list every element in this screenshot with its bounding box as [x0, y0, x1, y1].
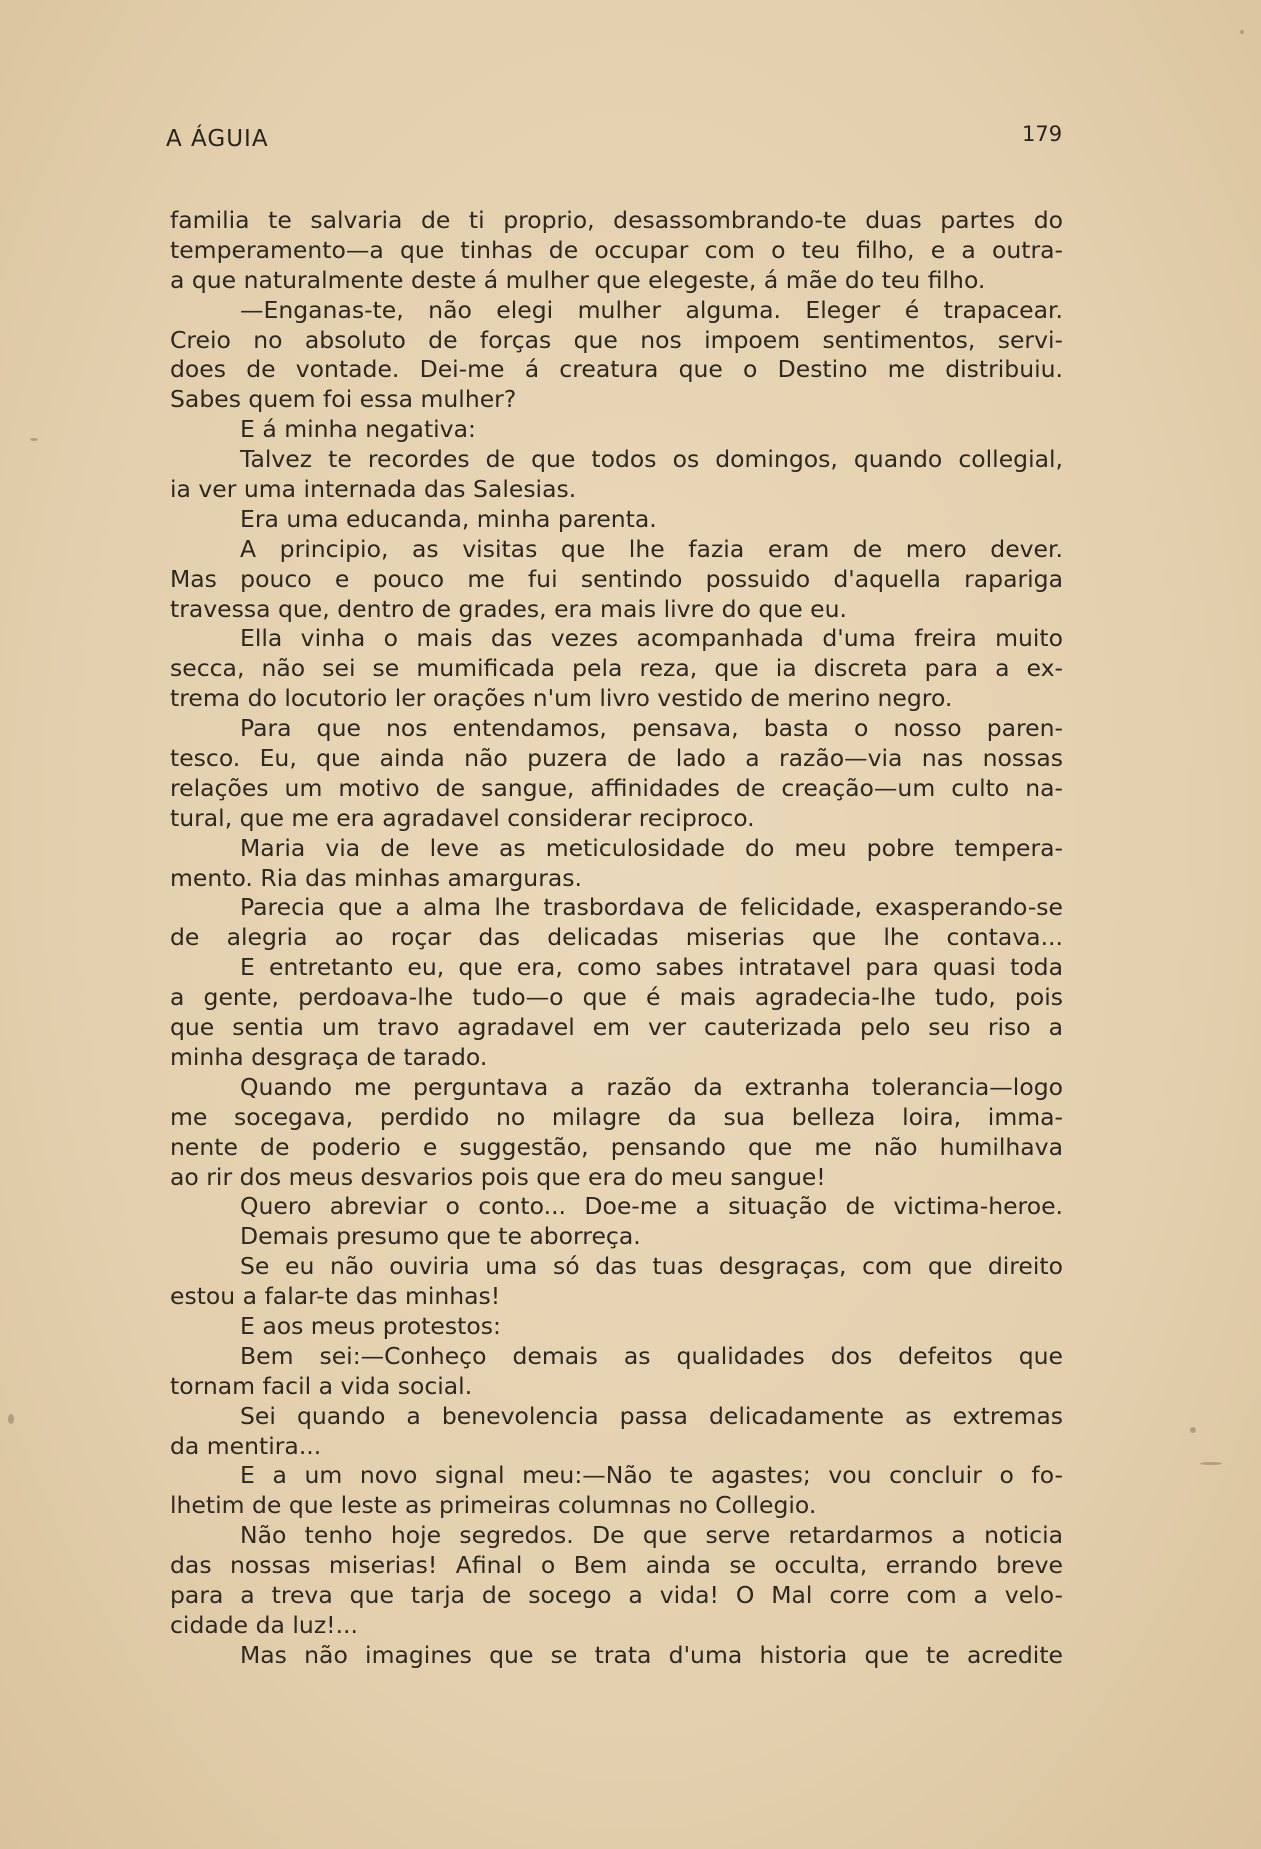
text-line: cidade da luz!...	[170, 1610, 358, 1639]
text-line: que sentia um travo agradavel em ver cauterizada pelo seu riso a	[170, 1013, 1063, 1042]
text-line: Se eu não ouviria uma só das tuas desgraças, com que direito	[240, 1252, 1063, 1281]
text-line: E aos meus protestos:	[240, 1311, 501, 1340]
text-line: da mentira...	[170, 1431, 322, 1460]
text-line: E entretanto eu, que era, como sabes intratavel para quasi toda	[240, 953, 1063, 982]
text-line: Não tenho hoje segredos. De que serve retardarmos a noticia	[240, 1521, 1063, 1550]
running-head: A ÁGUIA	[166, 126, 269, 152]
text-line: secca, não sei se mumificada pela reza, que ia discreta para a ex-	[170, 654, 1063, 683]
text-line: Quero abreviar o conto... Doe-me a situação de victima-heroe.	[240, 1192, 1063, 1221]
text-line: tornam facil a vida social.	[170, 1371, 473, 1400]
text-line: familia te salvaria de ti proprio, desassombrando-te duas partes do	[170, 206, 1063, 234]
text-line: A principio, as visitas que lhe fazia eram de mero dever.	[240, 534, 1063, 563]
text-line: para a treva que tarja de socego a vida! O Mal corre com a velo-	[170, 1580, 1063, 1609]
text-line: Sei quando a benevolencia passa delicadamente as extremas	[240, 1401, 1063, 1430]
paper-speck	[1190, 1427, 1196, 1433]
text-line: Demais presumo que te aborreça.	[240, 1222, 641, 1251]
paper-speck	[8, 1414, 14, 1424]
text-line: travessa que, dentro de grades, era mais livre do que eu.	[170, 594, 847, 623]
text-line: Bem sei:—Conheço demais as qualidades dos defeitos que	[240, 1341, 1063, 1370]
text-line: Talvez te recordes de que todos os domingos, quando collegial,	[240, 445, 1063, 474]
text-line: Para que nos entendamos, pensava, basta o nosso paren-	[240, 714, 1063, 743]
text-line: relações um motivo de sangue, affinidades de creação—um culto na-	[170, 773, 1063, 802]
text-line: Maria via de leve as meticulosidade do meu pobre tempera-	[240, 833, 1063, 862]
text-line: tesco. Eu, que ainda não puzera de lado a razão—via nas nossas	[170, 744, 1063, 773]
text-line: nente de poderio e suggestão, pensando que me não humilhava	[170, 1132, 1063, 1161]
text-line: Mas pouco e pouco me fui sentindo possuido d'aquella rapariga	[170, 564, 1063, 593]
text-line: E á minha negativa:	[240, 415, 476, 444]
text-line: trema do locutorio ler orações n'um livro vestido de merino negro.	[170, 684, 953, 713]
text-line: Sabes quem foi essa mulher?	[170, 385, 517, 414]
text-line: de alegria ao roçar das delicadas miserias que lhe contava...	[170, 923, 1063, 952]
text-line: ia ver uma internada das Salesias.	[170, 475, 577, 504]
text-line: mento. Ria das minhas amarguras.	[170, 863, 582, 892]
text-line: does de vontade. Dei-me á creatura que o Destino me distribuiu.	[170, 355, 1063, 384]
text-line: Parecia que a alma lhe trasbordava de felicidade, exasperando-se	[240, 893, 1063, 922]
text-line: Quando me perguntava a razão da extranha tolerancia—logo	[240, 1072, 1063, 1101]
paper-speck	[30, 438, 38, 441]
body-text	[170, 206, 1063, 1671]
text-line: Creio no absoluto de forças que nos impoem sentimentos, servi-	[170, 325, 1063, 354]
text-line: das nossas miserias! Afinal o Bem ainda se occulta, errando breve	[170, 1551, 1063, 1580]
text-line: estou a falar-te das minhas!	[170, 1282, 501, 1311]
text-line: Mas não imagines que se trata d'uma historia que te acredite	[240, 1640, 1063, 1669]
text-line: ao rir dos meus desvarios pois que era do meu sangue!	[170, 1162, 826, 1191]
text-line: temperamento—a que tinhas de occupar com o teu filho, e a outra-	[170, 235, 1063, 264]
text-line: me socegava, perdido no milagre da sua belleza loira, imma-	[170, 1102, 1063, 1131]
text-line: minha desgraça de tarado.	[170, 1042, 488, 1071]
text-line: tural, que me era agradavel considerar reciproco.	[170, 803, 755, 832]
page-number: 179	[1022, 122, 1063, 146]
paper-speck	[1200, 1462, 1222, 1465]
paper-speck	[1240, 30, 1244, 34]
text-line: Era uma educanda, minha parenta.	[240, 504, 657, 533]
text-line: —Enganas-te, não elegi mulher alguma. Eleger é trapacear.	[240, 295, 1063, 324]
text-line: Ella vinha o mais das vezes acompanhada d'uma freira muito	[240, 624, 1063, 653]
text-line: E a um novo signal meu:—Não te agastes; vou concluir o fo-	[240, 1461, 1063, 1490]
text-line: lhetim de que leste as primeiras columnas no Collegio.	[170, 1491, 817, 1520]
text-line: a que naturalmente deste á mulher que elegeste, á mãe do teu filho.	[170, 265, 986, 294]
text-line: a gente, perdoava-lhe tudo—o que é mais agradecia-lhe tudo, pois	[170, 983, 1063, 1012]
